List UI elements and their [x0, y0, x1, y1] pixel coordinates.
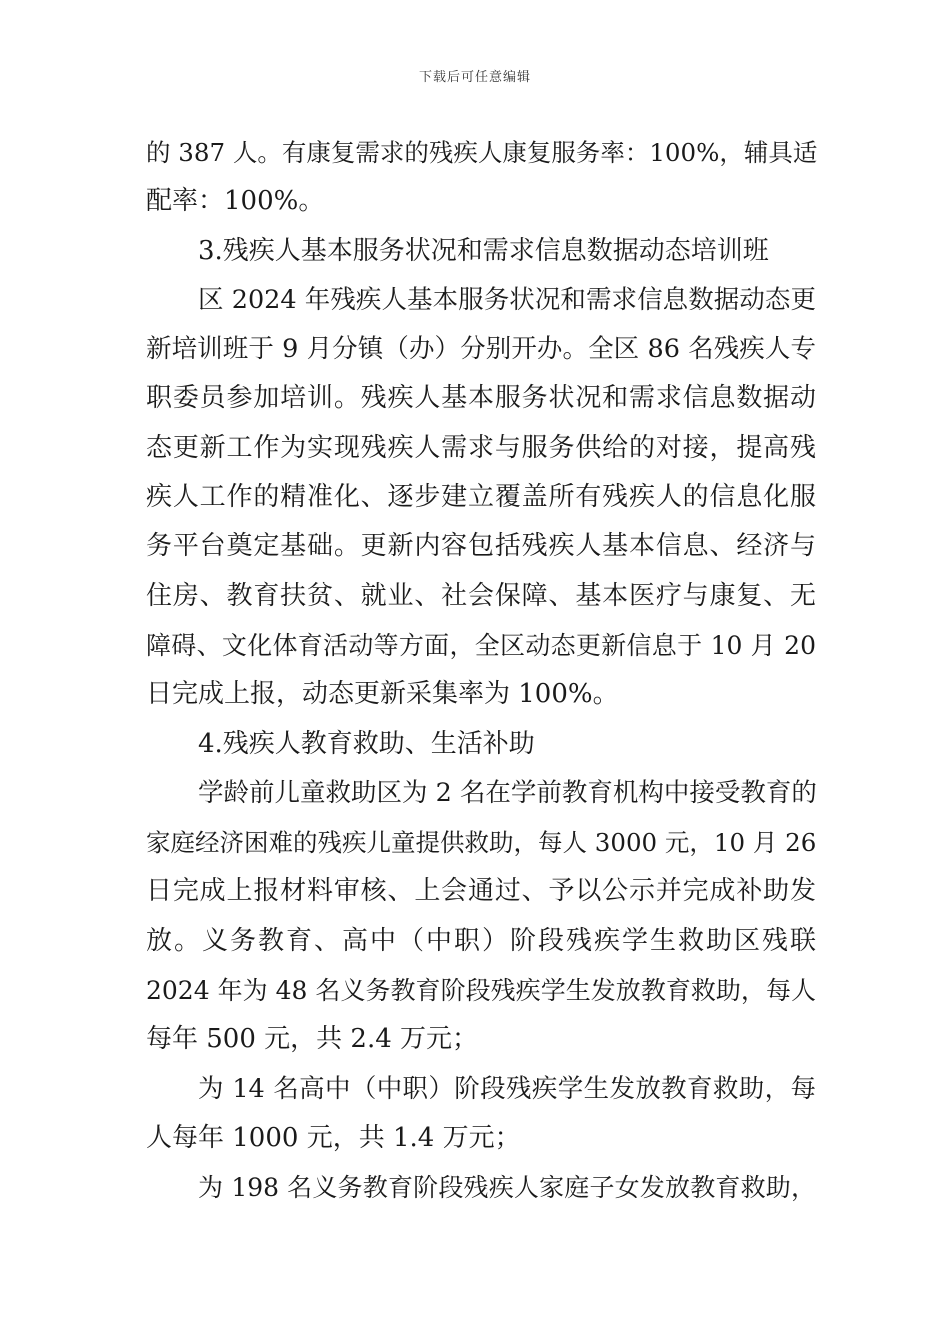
text-line: 配率：100%。: [146, 186, 325, 217]
section-heading: 4.残疾人教育救助、生活补助: [198, 728, 535, 759]
text-line: 家庭经济困难的残疾儿童提供救助，每人 3000 元，10 月 26: [146, 828, 817, 858]
page-header: 下载后可任意编辑: [418, 70, 531, 85]
text-line: 态更新工作为实现残疾人需求与服务供给的对接，提高残: [146, 432, 816, 463]
text-line: 每年 500 元，共 2.4 万元；: [146, 1024, 479, 1055]
text-line: 务平台奠定基础。更新内容包括残疾人基本信息、经济与: [146, 531, 816, 562]
text-line: 疾人工作的精准化、逐步建立覆盖所有残疾人的信息化服: [146, 482, 816, 513]
text-line: 区 2024 年残疾人基本服务状况和需求信息数据动态更: [198, 284, 816, 315]
text-line: 日完成上报，动态更新采集率为 100%。: [146, 679, 619, 710]
text-line: 障碍、文化体育活动等方面，全区动态更新信息于 10 月 20: [146, 630, 816, 660]
text-line: 新培训班于 9 月分镇（办）分别开办。全区 86 名残疾人专: [146, 334, 816, 365]
text-line: 住房、教育扶贫、就业、社会保障、基本医疗与康复、无: [146, 580, 816, 611]
section-heading: 3.残疾人基本服务状况和需求信息数据动态培训班: [198, 235, 769, 266]
text-line: 2024 年为 48 名义务教育阶段残疾学生发放教育救助，每人: [146, 976, 816, 1006]
text-line: 日完成上报材料审核、上会通过、予以公示并完成补助发: [146, 876, 816, 907]
text-line: 放。义务教育、高中（中职）阶段残疾学生救助区残联: [146, 925, 816, 956]
text-line: 为 14 名高中（中职）阶段残疾学生发放教育救助，每: [198, 1073, 816, 1104]
text-line: 职委员参加培训。残疾人基本服务状况和需求信息数据动: [146, 383, 816, 414]
text-line: 人每年 1000 元，共 1.4 万元；: [146, 1122, 521, 1153]
text-line: 学龄前儿童救助区为 2 名在学前教育机构中接受教育的: [198, 777, 817, 808]
text-line: 的 387 人。有康复需求的残疾人康复服务率：100%，辅具适: [146, 138, 818, 167]
document-body: [146, 128, 816, 1213]
text-line: 为 198 名义务教育阶段残疾人家庭子女发放教育救助，: [198, 1173, 816, 1203]
